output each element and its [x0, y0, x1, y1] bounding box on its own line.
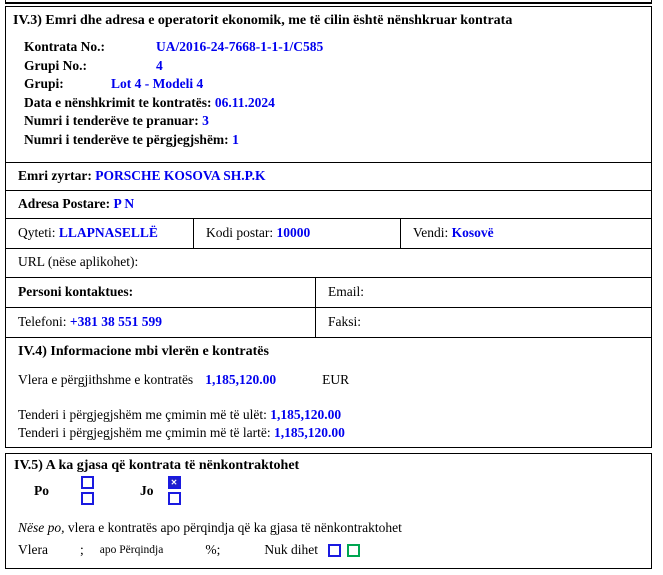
lowest-tender-line — [18, 406, 651, 424]
official-name-row — [6, 162, 651, 190]
highest-tender-value: 1,185,120.00 — [273, 424, 345, 440]
official-name-label: Emri zyrtar: — [18, 168, 92, 183]
tenders-responsive-value: 1 — [232, 131, 239, 147]
group-label: Grupi: — [24, 76, 64, 91]
contact-person-label: Personi kontaktues: — [18, 284, 134, 299]
value-percentage-line — [6, 542, 651, 558]
city-label: Qyteti: — [18, 225, 56, 240]
group-no-label: Grupi No.: — [24, 57, 88, 73]
section-iv3 — [6, 7, 651, 162]
signing-date-value: 06.11.2024 — [214, 94, 275, 110]
fax-label: Faksi: — [328, 314, 362, 329]
yes-label: Po — [34, 482, 49, 498]
section-iv4 — [6, 337, 651, 447]
percent-sign-label: %; — [205, 542, 221, 557]
no-checkbox-group — [168, 476, 181, 505]
contract-notice-document — [5, 0, 652, 569]
postal-code-value: 10000 — [276, 225, 311, 240]
section-iv5-title: IV.5) A ka gjasa që kontrata të nënkontraktohet — [14, 458, 300, 473]
email-cell — [316, 278, 651, 307]
highest-tender-line — [18, 424, 651, 442]
contact-person-cell — [6, 278, 316, 307]
value-word-label: Vlera — [18, 542, 48, 557]
if-yes-rest-text: vlera e kontratës apo përqindja që ka gjasa të nënkontraktohet — [64, 520, 402, 535]
url-label: URL (nëse aplikohet): — [18, 254, 139, 269]
postal-address-label: Adresa Postare: — [18, 196, 111, 211]
section-iv4-title: IV.4) Informacione mbi vlerën e kontratës — [18, 344, 269, 359]
unknown-checkbox-blue — [328, 544, 341, 557]
contract-details-table — [5, 6, 652, 448]
yes-checkbox-top — [81, 476, 94, 489]
lowest-tender-value: 1,185,120.00 — [270, 407, 342, 422]
previous-section-tail — [5, 0, 652, 4]
official-name-value: PORSCHE KOSOVA SH.P.K — [95, 168, 266, 183]
lowest-tender-label: Tenderi i përgjegjshëm me çmimin më të ulët: — [18, 407, 267, 422]
group-value: Lot 4 - Modeli 4 — [111, 76, 204, 91]
contract-fields — [6, 38, 651, 149]
total-value-label: Vlera e përgjithshme e kontratës — [18, 372, 194, 387]
section-iv3-title: IV.3) Emri dhe adresa e operatorit ekonomik, me të cilin është nënshkruar kontrata — [13, 13, 513, 28]
fax-cell — [316, 308, 651, 337]
tenders-received-row — [24, 112, 651, 131]
no-label: Jo — [140, 482, 154, 498]
total-value-amount: 1,185,120.00 — [205, 372, 277, 387]
phone-value: +381 38 551 599 — [69, 314, 162, 329]
tenders-responsive-row — [24, 131, 651, 150]
section-iv5 — [5, 453, 652, 569]
group-no-row — [24, 57, 651, 76]
currency-label: EUR — [322, 372, 350, 387]
highest-tender-label: Tenderi i përgjegjshëm me çmimin më të lartë: — [18, 424, 271, 440]
contract-no-row — [24, 38, 651, 57]
yes-no-row — [6, 476, 651, 505]
no-checkbox-bottom — [168, 492, 181, 505]
if-yes-line — [6, 520, 651, 536]
no-checkbox-top — [168, 476, 181, 489]
unknown-label: Nuk dihet — [264, 542, 318, 557]
country-label: Vendi: — [413, 225, 449, 240]
tenders-received-label: Numri i tenderëve te pranuar: — [24, 113, 199, 128]
tenders-received-value: 3 — [202, 113, 209, 128]
city-value: LLAPNASELLË — [58, 225, 158, 240]
postal-address-value: P N — [113, 196, 135, 211]
if-yes-italic-text: Nëse po, — [18, 520, 65, 535]
group-no-value: 4 — [156, 57, 163, 73]
phone-cell — [6, 308, 316, 337]
city-zip-country-row — [6, 218, 651, 248]
or-percentage-label: apo Përqindja — [99, 544, 164, 556]
yes-checkbox-group — [81, 476, 94, 505]
contract-no-label: Kontrata No.: — [24, 39, 105, 54]
signing-date-label: Data e nënshkrimit te kontratës: — [24, 94, 212, 110]
group-row — [24, 75, 651, 94]
semicolon-text: ; — [80, 542, 84, 557]
url-row — [6, 248, 651, 277]
phone-label: Telefoni: — [18, 314, 67, 329]
tender-price-lines — [6, 406, 651, 441]
postal-address-row — [6, 190, 651, 218]
country-value: Kosovë — [451, 225, 494, 240]
contact-email-row — [6, 277, 651, 307]
phone-fax-row — [6, 307, 651, 337]
postal-code-cell — [194, 219, 401, 248]
tenders-responsive-label: Numri i tenderëve te përgjegjshëm: — [24, 131, 229, 147]
signing-date-row — [24, 94, 651, 113]
total-value-line — [6, 372, 651, 388]
unknown-checkbox-green — [347, 544, 360, 557]
city-cell — [6, 219, 194, 248]
country-cell — [401, 219, 651, 248]
contract-no-value: UA/2016-24-7668-1-1-1/C585 — [156, 39, 324, 54]
yes-checkbox-bottom — [81, 492, 94, 505]
email-label: Email: — [328, 284, 364, 299]
postal-code-label: Kodi postar: — [206, 225, 274, 240]
